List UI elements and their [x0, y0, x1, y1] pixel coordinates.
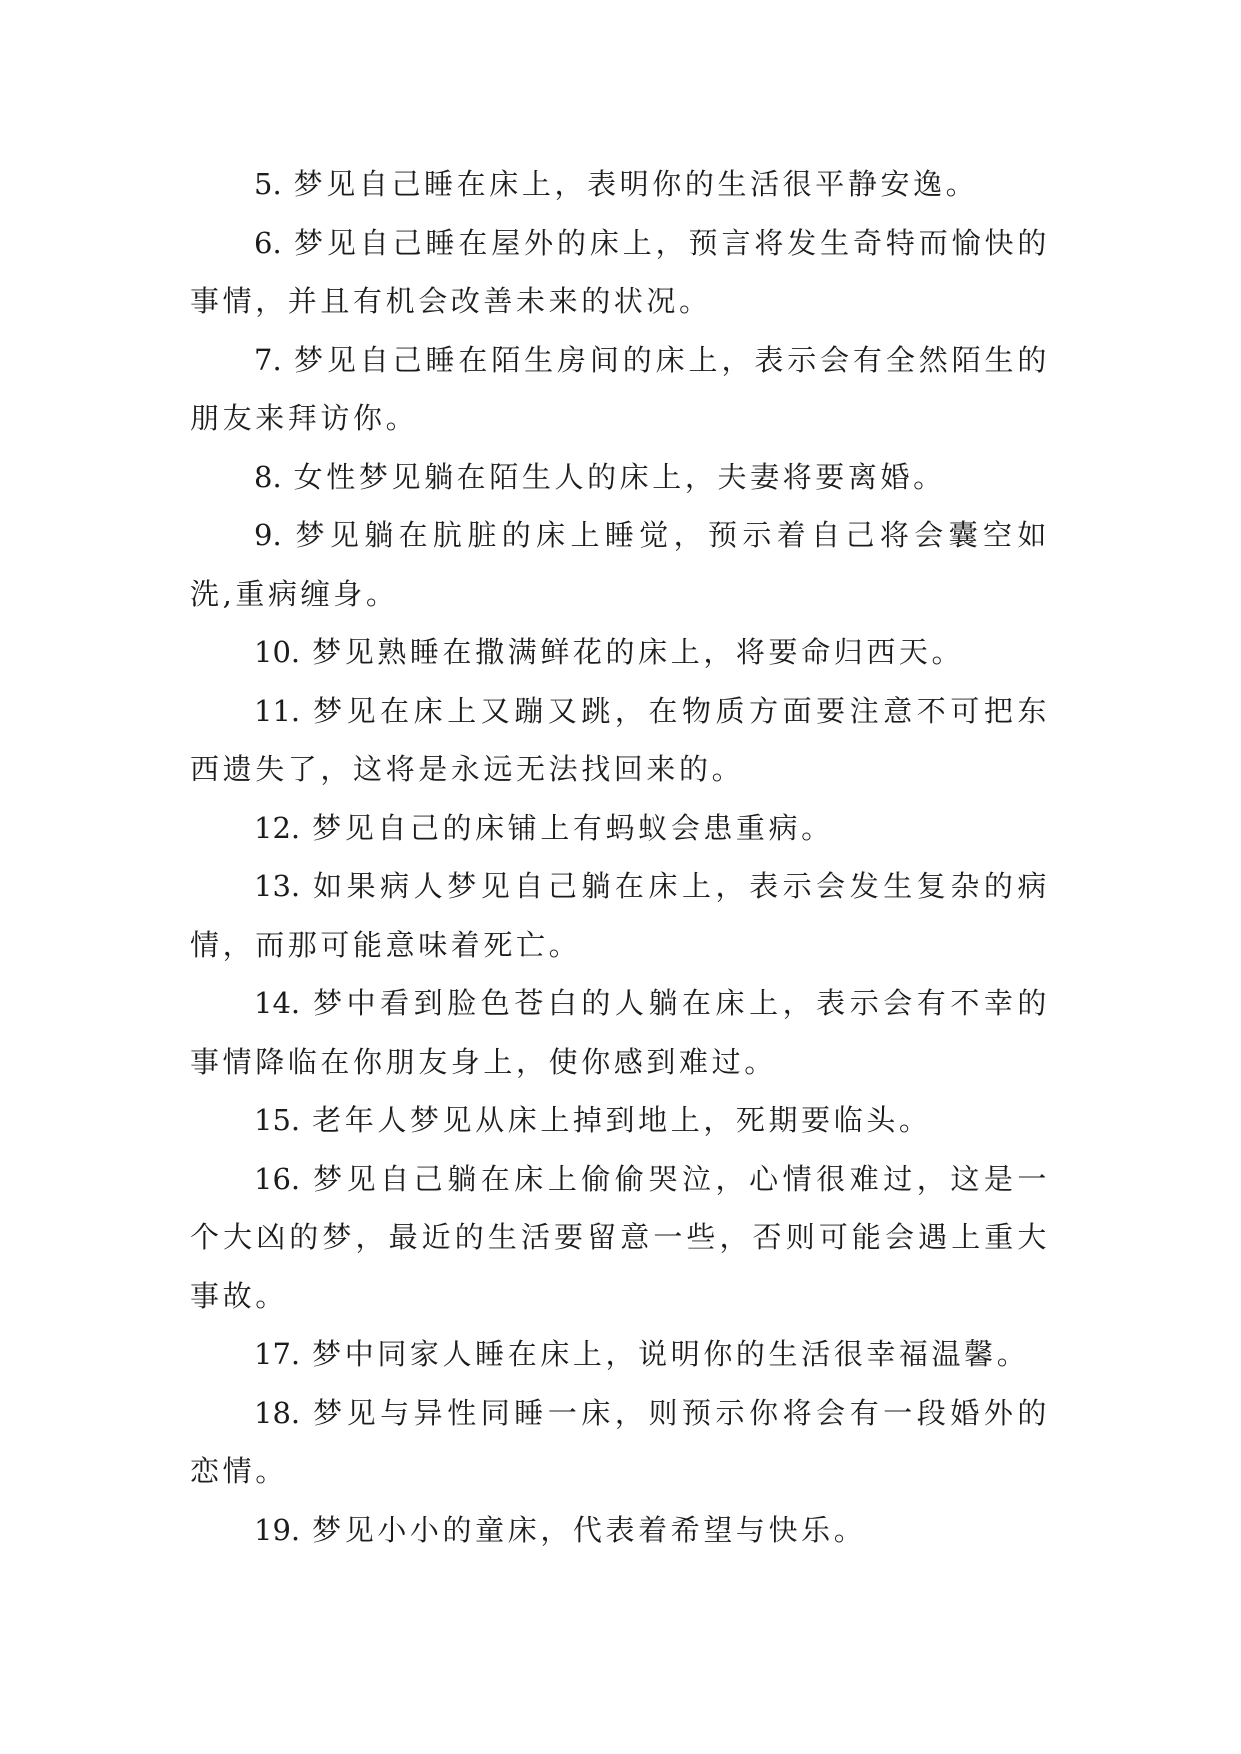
paragraph-text: 梦中看到脸色苍白的人躺在床上，表示会有不幸的事情降临在你朋友身上，使你感到难过。	[190, 986, 1050, 1079]
paragraph-text: 老年人梦见从床上掉到地上，死期要临头。	[312, 1103, 932, 1137]
paragraph-number: 5.	[254, 167, 282, 201]
paragraph-number: 19.	[254, 1512, 301, 1547]
paragraph-12	[190, 799, 1050, 858]
paragraph-text: 梦中同家人睡在床上，说明你的生活很幸福温馨。	[312, 1337, 1030, 1371]
paragraph-number: 15.	[254, 1103, 301, 1137]
paragraph-number: 13.	[254, 869, 301, 903]
paragraph-14	[190, 974, 1050, 1091]
paragraph-number: 18.	[254, 1395, 301, 1430]
paragraph-number: 9.	[254, 518, 282, 552]
paragraph-6	[190, 214, 1050, 331]
paragraph-text: 梦见躺在肮脏的床上睡觉，预示着自己将会囊空如洗,重病缠身。	[190, 518, 1050, 611]
paragraph-16	[190, 1150, 1050, 1326]
paragraph-8	[190, 448, 1050, 507]
paragraph-text: 女性梦见躺在陌生人的床上，夫妻将要离婚。	[293, 459, 946, 494]
paragraph-19	[190, 1501, 1050, 1560]
document-body	[190, 155, 1050, 1559]
paragraph-13	[190, 857, 1050, 974]
paragraph-5	[190, 155, 1050, 214]
paragraph-text: 梦见在床上又蹦又跳，在物质方面要注意不可把东西遗失了，这将是永远无法找回来的。	[190, 693, 1050, 786]
paragraph-text: 梦见自己睡在屋外的床上，预言将发生奇特而愉快的事情，并且有机会改善未来的状况。	[190, 225, 1050, 318]
paragraph-number: 7.	[254, 342, 282, 377]
paragraph-text: 梦见与异性同睡一床，则预示你将会有一段婚外的恋情。	[190, 1395, 1050, 1488]
paragraph-text: 梦见小小的童床，代表着希望与快乐。	[312, 1512, 867, 1547]
paragraph-number: 10.	[254, 635, 301, 669]
paragraph-15	[190, 1091, 1050, 1150]
paragraph-text: 梦见自己睡在陌生房间的床上，表示会有全然陌生的朋友来拜访你。	[190, 342, 1050, 435]
paragraph-7	[190, 331, 1050, 448]
paragraph-number: 17.	[254, 1337, 301, 1371]
paragraph-number: 6.	[254, 225, 282, 260]
paragraph-9	[190, 506, 1050, 623]
paragraph-text: 梦见自己睡在床上，表明你的生活很平静安逸。	[293, 167, 979, 201]
paragraph-text: 梦见熟睡在撒满鲜花的床上，将要命归西天。	[312, 635, 965, 669]
paragraph-number: 14.	[254, 986, 301, 1020]
paragraph-18	[190, 1384, 1050, 1501]
paragraph-number: 12.	[254, 810, 301, 845]
paragraph-number: 16.	[254, 1161, 301, 1196]
paragraph-number: 8.	[254, 459, 282, 494]
paragraph-11	[190, 682, 1050, 799]
paragraph-number: 11.	[254, 693, 301, 728]
paragraph-10	[190, 623, 1050, 682]
paragraph-text: 梦见自己躺在床上偷偷哭泣，心情很难过，这是一个大凶的梦，最近的生活要留意一些，否则可能会遇上重大事故。	[190, 1161, 1050, 1313]
paragraph-text: 如果病人梦见自己躺在床上，表示会发生复杂的病情，而那可能意味着死亡。	[190, 869, 1050, 962]
paragraph-17	[190, 1325, 1050, 1384]
paragraph-text: 梦见自己的床铺上有蚂蚁会患重病。	[312, 810, 834, 845]
